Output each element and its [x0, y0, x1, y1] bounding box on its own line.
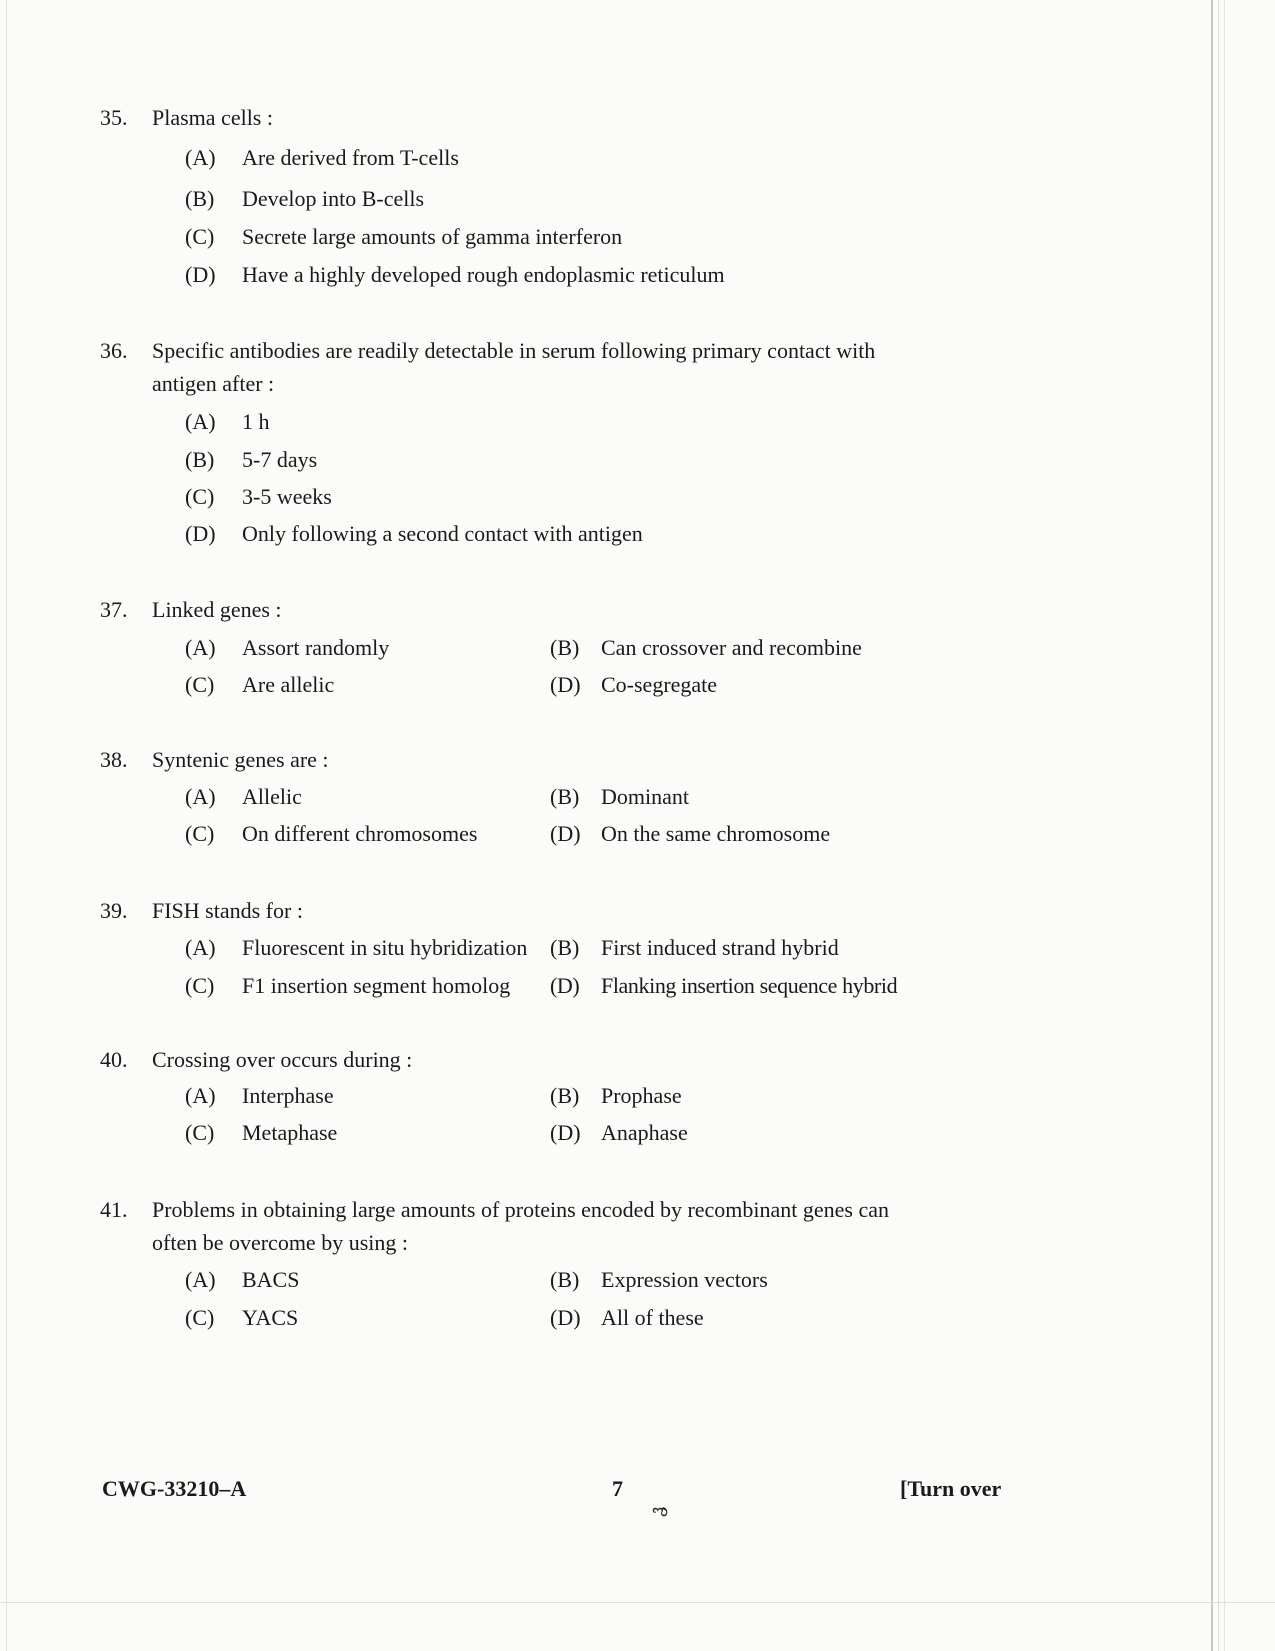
q39-option-b: (B) First induced strand hybrid	[550, 935, 839, 960]
question-number: 35.	[100, 105, 128, 130]
q41-option-d: (D) All of these	[550, 1305, 704, 1330]
q39-option-d: (D) Flanking insertion sequence hybrid	[550, 973, 898, 998]
q40-option-c: (C) Metaphase	[185, 1120, 338, 1145]
question-number: 37.	[100, 597, 128, 622]
page-edge-right-3	[1224, 0, 1225, 1651]
question-number: 36.	[100, 338, 128, 363]
q40-option-d: (D) Anaphase	[550, 1120, 688, 1145]
paper-code: CWG-33210–A	[102, 1476, 247, 1501]
q41-option-c: (C) YACS	[185, 1305, 299, 1330]
turn-over-label: [Turn over	[900, 1476, 1002, 1501]
page-edge-bottom	[0, 1602, 1275, 1603]
q35-option-c: (C) Secrete large amounts of gamma interferon	[185, 224, 623, 249]
q35-option-a: (A) Are derived from T-cells	[185, 145, 459, 170]
question-stem: Linked genes :	[152, 597, 282, 622]
page-edge-right	[1211, 0, 1213, 1651]
q36-option-d: (D) Only following a second contact with antigen	[185, 521, 643, 546]
q39-option-a: (A) Fluorescent in situ hybridization	[185, 935, 528, 960]
question-stem: Plasma cells :	[152, 105, 273, 130]
q37-option-a: (A) Assort randomly	[185, 635, 390, 660]
question-stem: Crossing over occurs during :	[152, 1047, 413, 1072]
q38-option-c: (C) On different chromosomes	[185, 821, 478, 846]
q41-option-b: (B) Expression vectors	[550, 1267, 768, 1292]
q35-option-d: (D) Have a highly developed rough endoplasmic reticulum	[185, 262, 725, 287]
q37-option-c: (C) Are allelic	[185, 672, 335, 697]
q39-option-c: (C) F1 insertion segment homolog	[185, 973, 511, 998]
page-edge-left	[6, 0, 7, 1651]
question-stem-line2: antigen after :	[152, 371, 275, 396]
question-number: 41.	[100, 1197, 128, 1222]
question-stem: FISH stands for :	[152, 898, 303, 923]
page-mark: ಌ	[652, 1503, 668, 1520]
q40-option-a: (A) Interphase	[185, 1083, 334, 1108]
q38-option-b: (B) Dominant	[550, 784, 689, 809]
question-number: 39.	[100, 898, 128, 923]
question-stem-line2: often be overcome by using :	[152, 1230, 408, 1255]
q36-option-a: (A) 1 h	[185, 409, 270, 434]
page-number: 7	[612, 1476, 623, 1501]
page-edge-right-2	[1218, 0, 1219, 1651]
q40-option-b: (B) Prophase	[550, 1083, 682, 1108]
q36-option-b: (B) 5-7 days	[185, 447, 318, 472]
question-stem-line1: Specific antibodies are readily detectable in serum following primary contact with	[152, 338, 876, 363]
question-number: 40.	[100, 1047, 128, 1072]
q36-option-c: (C) 3-5 weeks	[185, 484, 332, 509]
question-number: 38.	[100, 747, 128, 772]
question-stem: Syntenic genes are :	[152, 747, 329, 772]
q37-option-d: (D) Co-segregate	[550, 672, 718, 697]
q38-option-d: (D) On the same chromosome	[550, 821, 831, 846]
q35-option-b: (B) Develop into B-cells	[185, 186, 425, 211]
q41-option-a: (A) BACS	[185, 1267, 300, 1292]
q38-option-a: (A) Allelic	[185, 784, 302, 809]
q37-option-b: (B) Can crossover and recombine	[550, 635, 862, 660]
question-stem-line1: Problems in obtaining large amounts of proteins encoded by recombinant genes can	[152, 1197, 890, 1222]
